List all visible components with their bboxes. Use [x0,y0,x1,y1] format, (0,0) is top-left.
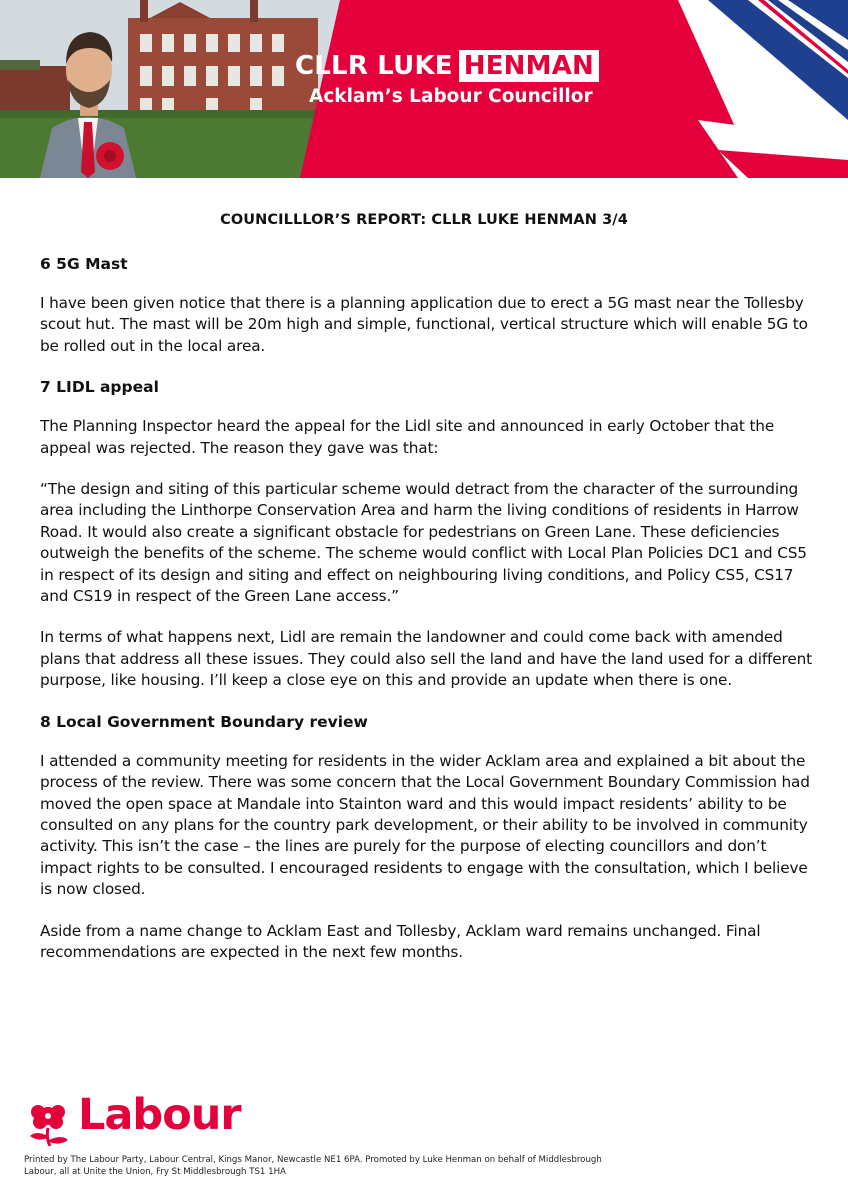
name-last: HENMAN [459,50,599,82]
header-banner [0,0,848,178]
section-heading-boundary-review: 8 Local Government Boundary review [40,712,368,731]
report-title: COUNCILLLOR’S REPORT: CLLR LUKE HENMAN 3/4 [220,212,628,228]
report-content [40,254,820,983]
section-paragraph: In terms of what happens next, Lidl are remain the landowner and could come back with amended plans that address all these issues. They could also sell the land and have the land used for a different purpose, like housing. I’ll keep a close eye on this and provide an update when there is one. [40,628,813,690]
imprint-text: Printed by The Labour Party, Labour Central, Kings Manor, Newcastle NE1 6PA. Promoted by Luke Henman on behalf of Middlesbrough Labour, all at Unite the Union, Fry St Middlesbrough TS1 1HA [24,1155,602,1177]
councillor-subtitle: Acklam’s Labour Councillor [309,86,593,107]
section-heading-lidl-appeal: 7 LIDL appeal [40,378,159,397]
section-paragraph: Aside from a name change to Acklam East and Tollesby, Acklam ward remains unchanged. Final recommendations are expected in the next few months. [40,921,761,961]
section-paragraph: The Planning Inspector heard the appeal for the Lidl site and announced in early October that the appeal was rejected. The reason they gave was that: [40,417,775,457]
councillor-name-block [295,50,599,107]
union-flag-graphic [638,0,848,178]
section-heading-5g-mast: 6 5G Mast [40,255,128,273]
section-paragraph: I attended a community meeting for residents in the wider Acklam area and explained a bit about the process of the review. There was some concern that the Local Government Boundary Commission had moved the open space at Mandale into Stainton ward and this would impact residents’ ability to be consulted on any plans for the country park development, or their ability to be involved in community activity. This isn’t the case – the lines are purely for the purpose of electing councillors and don’t impact rights to be consulted. I encouraged residents to engage with the consultation, which I believe is now closed. [40,751,810,899]
labour-logo [24,1090,264,1150]
rose-icon [24,1100,74,1146]
section-paragraph: I have been given notice that there is a planning application due to erect a 5G mast near the Tollesby scout hut. The mast will be 20m high and simple, functional, vertical structure which will enable 5G to be rolled out in the local area. [40,294,808,355]
name-first: CLLR LUKE [295,51,453,81]
inspector-quote: “The design and siting of this particular scheme would detract from the character of the surrounding area including the Linthorpe Conservation Area and harm the living conditions of residents in Harrow Road. It would also create a significant obstacle for pedestrians on Green Lane. These deficiencies outweigh the benefits of the scheme. The scheme would conflict with Local Plan Policies DC1 and CS5 in respect of its design and siting and effect on neighbouring living conditions, and Policy CS5, CS17 and CS19 in respect of the Green Lane access.” [40,480,807,606]
labour-logo-text: Labour [78,1090,241,1140]
